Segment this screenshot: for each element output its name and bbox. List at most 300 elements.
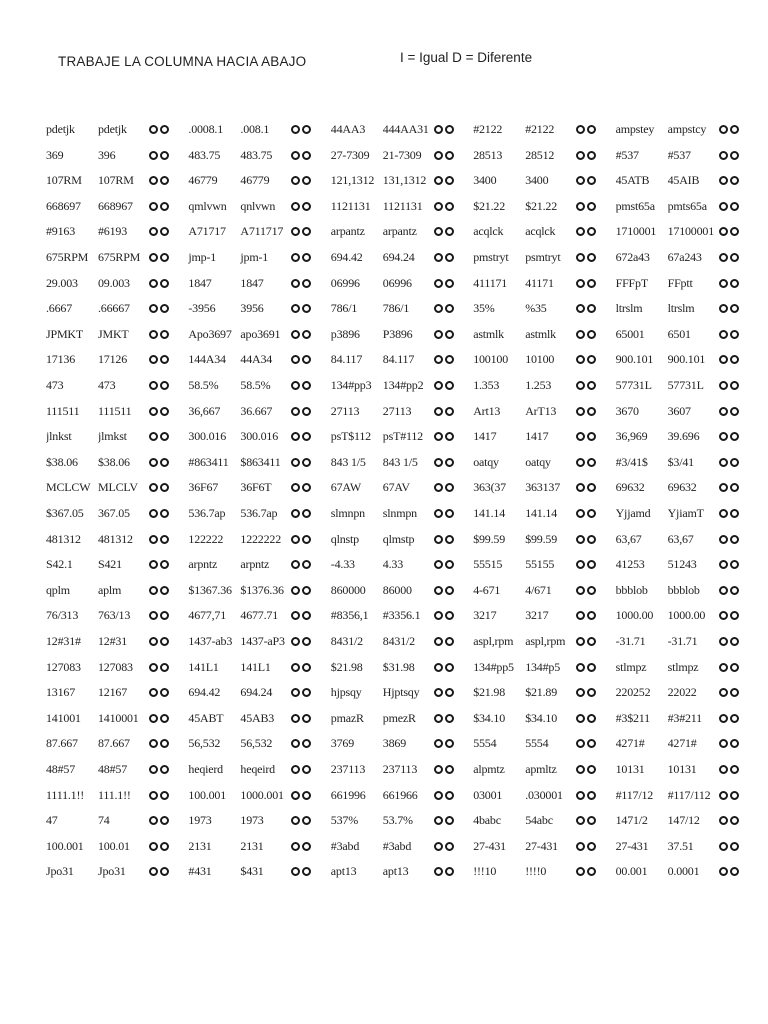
igual-bubble[interactable] xyxy=(719,765,728,774)
diferente-bubble[interactable] xyxy=(730,407,739,416)
diferente-bubble[interactable] xyxy=(730,509,739,518)
diferente-bubble[interactable] xyxy=(445,714,454,723)
igual-bubble[interactable] xyxy=(576,714,585,723)
diferente-bubble[interactable] xyxy=(160,381,169,390)
diferente-bubble[interactable] xyxy=(302,816,311,825)
igual-bubble[interactable] xyxy=(149,151,158,160)
igual-bubble[interactable] xyxy=(291,458,300,467)
diferente-bubble[interactable] xyxy=(587,791,596,800)
igual-bubble[interactable] xyxy=(576,688,585,697)
igual-bubble[interactable] xyxy=(291,253,300,262)
igual-bubble[interactable] xyxy=(434,202,443,211)
igual-bubble[interactable] xyxy=(576,765,585,774)
diferente-bubble[interactable] xyxy=(587,202,596,211)
igual-bubble[interactable] xyxy=(149,842,158,851)
diferente-bubble[interactable] xyxy=(445,458,454,467)
diferente-bubble[interactable] xyxy=(160,227,169,236)
igual-bubble[interactable] xyxy=(149,791,158,800)
diferente-bubble[interactable] xyxy=(445,509,454,518)
igual-bubble[interactable] xyxy=(719,253,728,262)
diferente-bubble[interactable] xyxy=(160,330,169,339)
diferente-bubble[interactable] xyxy=(587,739,596,748)
diferente-bubble[interactable] xyxy=(587,407,596,416)
diferente-bubble[interactable] xyxy=(730,458,739,467)
diferente-bubble[interactable] xyxy=(730,176,739,185)
diferente-bubble[interactable] xyxy=(445,867,454,876)
igual-bubble[interactable] xyxy=(291,202,300,211)
igual-bubble[interactable] xyxy=(291,227,300,236)
diferente-bubble[interactable] xyxy=(587,253,596,262)
diferente-bubble[interactable] xyxy=(302,842,311,851)
diferente-bubble[interactable] xyxy=(160,253,169,262)
diferente-bubble[interactable] xyxy=(302,407,311,416)
diferente-bubble[interactable] xyxy=(302,586,311,595)
diferente-bubble[interactable] xyxy=(587,483,596,492)
igual-bubble[interactable] xyxy=(149,483,158,492)
diferente-bubble[interactable] xyxy=(445,791,454,800)
igual-bubble[interactable] xyxy=(149,330,158,339)
igual-bubble[interactable] xyxy=(434,304,443,313)
igual-bubble[interactable] xyxy=(434,407,443,416)
igual-bubble[interactable] xyxy=(149,381,158,390)
diferente-bubble[interactable] xyxy=(160,355,169,364)
igual-bubble[interactable] xyxy=(149,509,158,518)
igual-bubble[interactable] xyxy=(576,586,585,595)
igual-bubble[interactable] xyxy=(149,202,158,211)
diferente-bubble[interactable] xyxy=(302,739,311,748)
igual-bubble[interactable] xyxy=(719,509,728,518)
igual-bubble[interactable] xyxy=(434,816,443,825)
igual-bubble[interactable] xyxy=(576,227,585,236)
diferente-bubble[interactable] xyxy=(160,663,169,672)
diferente-bubble[interactable] xyxy=(160,304,169,313)
igual-bubble[interactable] xyxy=(719,227,728,236)
diferente-bubble[interactable] xyxy=(445,330,454,339)
diferente-bubble[interactable] xyxy=(730,125,739,134)
diferente-bubble[interactable] xyxy=(445,304,454,313)
diferente-bubble[interactable] xyxy=(302,791,311,800)
igual-bubble[interactable] xyxy=(291,765,300,774)
diferente-bubble[interactable] xyxy=(160,586,169,595)
diferente-bubble[interactable] xyxy=(587,151,596,160)
igual-bubble[interactable] xyxy=(719,535,728,544)
igual-bubble[interactable] xyxy=(576,151,585,160)
diferente-bubble[interactable] xyxy=(587,586,596,595)
diferente-bubble[interactable] xyxy=(730,663,739,672)
igual-bubble[interactable] xyxy=(291,151,300,160)
diferente-bubble[interactable] xyxy=(445,176,454,185)
igual-bubble[interactable] xyxy=(576,202,585,211)
igual-bubble[interactable] xyxy=(576,330,585,339)
igual-bubble[interactable] xyxy=(719,432,728,441)
igual-bubble[interactable] xyxy=(434,586,443,595)
igual-bubble[interactable] xyxy=(434,765,443,774)
diferente-bubble[interactable] xyxy=(730,227,739,236)
igual-bubble[interactable] xyxy=(719,176,728,185)
diferente-bubble[interactable] xyxy=(587,842,596,851)
igual-bubble[interactable] xyxy=(576,791,585,800)
diferente-bubble[interactable] xyxy=(160,176,169,185)
igual-bubble[interactable] xyxy=(434,125,443,134)
igual-bubble[interactable] xyxy=(149,535,158,544)
igual-bubble[interactable] xyxy=(576,739,585,748)
igual-bubble[interactable] xyxy=(719,816,728,825)
igual-bubble[interactable] xyxy=(434,842,443,851)
diferente-bubble[interactable] xyxy=(730,765,739,774)
igual-bubble[interactable] xyxy=(149,407,158,416)
diferente-bubble[interactable] xyxy=(445,816,454,825)
igual-bubble[interactable] xyxy=(576,279,585,288)
igual-bubble[interactable] xyxy=(576,483,585,492)
igual-bubble[interactable] xyxy=(434,279,443,288)
igual-bubble[interactable] xyxy=(149,586,158,595)
igual-bubble[interactable] xyxy=(291,483,300,492)
diferente-bubble[interactable] xyxy=(302,151,311,160)
igual-bubble[interactable] xyxy=(576,509,585,518)
diferente-bubble[interactable] xyxy=(730,637,739,646)
diferente-bubble[interactable] xyxy=(160,791,169,800)
diferente-bubble[interactable] xyxy=(587,227,596,236)
diferente-bubble[interactable] xyxy=(445,765,454,774)
diferente-bubble[interactable] xyxy=(160,458,169,467)
igual-bubble[interactable] xyxy=(149,663,158,672)
igual-bubble[interactable] xyxy=(291,688,300,697)
diferente-bubble[interactable] xyxy=(587,330,596,339)
diferente-bubble[interactable] xyxy=(445,663,454,672)
diferente-bubble[interactable] xyxy=(302,509,311,518)
diferente-bubble[interactable] xyxy=(445,432,454,441)
igual-bubble[interactable] xyxy=(719,739,728,748)
igual-bubble[interactable] xyxy=(434,663,443,672)
diferente-bubble[interactable] xyxy=(587,637,596,646)
igual-bubble[interactable] xyxy=(576,253,585,262)
diferente-bubble[interactable] xyxy=(160,279,169,288)
diferente-bubble[interactable] xyxy=(587,279,596,288)
igual-bubble[interactable] xyxy=(434,791,443,800)
igual-bubble[interactable] xyxy=(434,330,443,339)
diferente-bubble[interactable] xyxy=(302,304,311,313)
igual-bubble[interactable] xyxy=(719,560,728,569)
igual-bubble[interactable] xyxy=(291,842,300,851)
diferente-bubble[interactable] xyxy=(730,330,739,339)
diferente-bubble[interactable] xyxy=(445,125,454,134)
igual-bubble[interactable] xyxy=(291,279,300,288)
diferente-bubble[interactable] xyxy=(445,202,454,211)
igual-bubble[interactable] xyxy=(576,355,585,364)
igual-bubble[interactable] xyxy=(149,458,158,467)
igual-bubble[interactable] xyxy=(576,432,585,441)
igual-bubble[interactable] xyxy=(291,125,300,134)
igual-bubble[interactable] xyxy=(434,355,443,364)
diferente-bubble[interactable] xyxy=(730,151,739,160)
igual-bubble[interactable] xyxy=(434,381,443,390)
diferente-bubble[interactable] xyxy=(730,739,739,748)
igual-bubble[interactable] xyxy=(434,739,443,748)
igual-bubble[interactable] xyxy=(434,637,443,646)
igual-bubble[interactable] xyxy=(719,867,728,876)
igual-bubble[interactable] xyxy=(291,816,300,825)
diferente-bubble[interactable] xyxy=(445,842,454,851)
igual-bubble[interactable] xyxy=(291,560,300,569)
diferente-bubble[interactable] xyxy=(160,611,169,620)
igual-bubble[interactable] xyxy=(434,688,443,697)
diferente-bubble[interactable] xyxy=(302,637,311,646)
diferente-bubble[interactable] xyxy=(587,663,596,672)
diferente-bubble[interactable] xyxy=(302,253,311,262)
igual-bubble[interactable] xyxy=(149,765,158,774)
igual-bubble[interactable] xyxy=(719,586,728,595)
diferente-bubble[interactable] xyxy=(302,381,311,390)
igual-bubble[interactable] xyxy=(434,458,443,467)
diferente-bubble[interactable] xyxy=(587,765,596,774)
igual-bubble[interactable] xyxy=(149,714,158,723)
igual-bubble[interactable] xyxy=(719,355,728,364)
diferente-bubble[interactable] xyxy=(730,611,739,620)
igual-bubble[interactable] xyxy=(291,304,300,313)
diferente-bubble[interactable] xyxy=(587,355,596,364)
diferente-bubble[interactable] xyxy=(730,381,739,390)
diferente-bubble[interactable] xyxy=(445,739,454,748)
diferente-bubble[interactable] xyxy=(587,125,596,134)
igual-bubble[interactable] xyxy=(719,842,728,851)
igual-bubble[interactable] xyxy=(149,304,158,313)
igual-bubble[interactable] xyxy=(719,688,728,697)
igual-bubble[interactable] xyxy=(434,509,443,518)
diferente-bubble[interactable] xyxy=(445,637,454,646)
igual-bubble[interactable] xyxy=(291,586,300,595)
igual-bubble[interactable] xyxy=(434,535,443,544)
diferente-bubble[interactable] xyxy=(730,483,739,492)
diferente-bubble[interactable] xyxy=(445,381,454,390)
diferente-bubble[interactable] xyxy=(160,202,169,211)
diferente-bubble[interactable] xyxy=(730,842,739,851)
diferente-bubble[interactable] xyxy=(302,611,311,620)
igual-bubble[interactable] xyxy=(576,663,585,672)
igual-bubble[interactable] xyxy=(719,637,728,646)
igual-bubble[interactable] xyxy=(434,714,443,723)
igual-bubble[interactable] xyxy=(576,560,585,569)
igual-bubble[interactable] xyxy=(291,663,300,672)
diferente-bubble[interactable] xyxy=(587,458,596,467)
diferente-bubble[interactable] xyxy=(445,535,454,544)
igual-bubble[interactable] xyxy=(719,202,728,211)
diferente-bubble[interactable] xyxy=(445,407,454,416)
diferente-bubble[interactable] xyxy=(302,176,311,185)
diferente-bubble[interactable] xyxy=(730,560,739,569)
igual-bubble[interactable] xyxy=(576,637,585,646)
diferente-bubble[interactable] xyxy=(587,304,596,313)
diferente-bubble[interactable] xyxy=(730,867,739,876)
diferente-bubble[interactable] xyxy=(587,688,596,697)
diferente-bubble[interactable] xyxy=(730,535,739,544)
diferente-bubble[interactable] xyxy=(302,663,311,672)
igual-bubble[interactable] xyxy=(576,842,585,851)
diferente-bubble[interactable] xyxy=(730,202,739,211)
igual-bubble[interactable] xyxy=(434,253,443,262)
diferente-bubble[interactable] xyxy=(302,330,311,339)
diferente-bubble[interactable] xyxy=(445,253,454,262)
diferente-bubble[interactable] xyxy=(587,509,596,518)
diferente-bubble[interactable] xyxy=(587,714,596,723)
diferente-bubble[interactable] xyxy=(730,714,739,723)
diferente-bubble[interactable] xyxy=(445,227,454,236)
igual-bubble[interactable] xyxy=(291,355,300,364)
diferente-bubble[interactable] xyxy=(302,560,311,569)
igual-bubble[interactable] xyxy=(576,176,585,185)
igual-bubble[interactable] xyxy=(291,535,300,544)
diferente-bubble[interactable] xyxy=(160,151,169,160)
diferente-bubble[interactable] xyxy=(160,842,169,851)
igual-bubble[interactable] xyxy=(434,432,443,441)
igual-bubble[interactable] xyxy=(291,791,300,800)
igual-bubble[interactable] xyxy=(291,739,300,748)
igual-bubble[interactable] xyxy=(576,458,585,467)
igual-bubble[interactable] xyxy=(291,330,300,339)
igual-bubble[interactable] xyxy=(149,125,158,134)
diferente-bubble[interactable] xyxy=(160,637,169,646)
diferente-bubble[interactable] xyxy=(587,611,596,620)
diferente-bubble[interactable] xyxy=(160,816,169,825)
diferente-bubble[interactable] xyxy=(302,458,311,467)
diferente-bubble[interactable] xyxy=(730,586,739,595)
igual-bubble[interactable] xyxy=(149,560,158,569)
igual-bubble[interactable] xyxy=(149,688,158,697)
diferente-bubble[interactable] xyxy=(160,483,169,492)
igual-bubble[interactable] xyxy=(576,407,585,416)
diferente-bubble[interactable] xyxy=(160,688,169,697)
diferente-bubble[interactable] xyxy=(302,279,311,288)
igual-bubble[interactable] xyxy=(719,483,728,492)
igual-bubble[interactable] xyxy=(576,867,585,876)
igual-bubble[interactable] xyxy=(719,330,728,339)
diferente-bubble[interactable] xyxy=(302,535,311,544)
diferente-bubble[interactable] xyxy=(445,611,454,620)
igual-bubble[interactable] xyxy=(291,867,300,876)
diferente-bubble[interactable] xyxy=(445,151,454,160)
igual-bubble[interactable] xyxy=(149,227,158,236)
igual-bubble[interactable] xyxy=(719,714,728,723)
igual-bubble[interactable] xyxy=(149,355,158,364)
diferente-bubble[interactable] xyxy=(160,535,169,544)
diferente-bubble[interactable] xyxy=(302,202,311,211)
igual-bubble[interactable] xyxy=(576,381,585,390)
igual-bubble[interactable] xyxy=(149,176,158,185)
igual-bubble[interactable] xyxy=(576,125,585,134)
igual-bubble[interactable] xyxy=(149,637,158,646)
igual-bubble[interactable] xyxy=(719,791,728,800)
igual-bubble[interactable] xyxy=(291,381,300,390)
igual-bubble[interactable] xyxy=(719,663,728,672)
igual-bubble[interactable] xyxy=(576,304,585,313)
diferente-bubble[interactable] xyxy=(445,586,454,595)
igual-bubble[interactable] xyxy=(434,483,443,492)
diferente-bubble[interactable] xyxy=(160,560,169,569)
diferente-bubble[interactable] xyxy=(730,355,739,364)
diferente-bubble[interactable] xyxy=(445,279,454,288)
igual-bubble[interactable] xyxy=(719,151,728,160)
igual-bubble[interactable] xyxy=(291,714,300,723)
igual-bubble[interactable] xyxy=(291,509,300,518)
igual-bubble[interactable] xyxy=(291,407,300,416)
diferente-bubble[interactable] xyxy=(160,125,169,134)
igual-bubble[interactable] xyxy=(719,407,728,416)
igual-bubble[interactable] xyxy=(291,176,300,185)
igual-bubble[interactable] xyxy=(434,151,443,160)
igual-bubble[interactable] xyxy=(149,432,158,441)
igual-bubble[interactable] xyxy=(719,611,728,620)
diferente-bubble[interactable] xyxy=(587,176,596,185)
igual-bubble[interactable] xyxy=(719,304,728,313)
igual-bubble[interactable] xyxy=(149,816,158,825)
igual-bubble[interactable] xyxy=(434,176,443,185)
igual-bubble[interactable] xyxy=(719,279,728,288)
diferente-bubble[interactable] xyxy=(302,125,311,134)
igual-bubble[interactable] xyxy=(149,867,158,876)
igual-bubble[interactable] xyxy=(434,867,443,876)
diferente-bubble[interactable] xyxy=(302,765,311,774)
igual-bubble[interactable] xyxy=(149,253,158,262)
diferente-bubble[interactable] xyxy=(587,432,596,441)
diferente-bubble[interactable] xyxy=(160,867,169,876)
igual-bubble[interactable] xyxy=(149,611,158,620)
diferente-bubble[interactable] xyxy=(302,867,311,876)
diferente-bubble[interactable] xyxy=(730,432,739,441)
igual-bubble[interactable] xyxy=(576,816,585,825)
igual-bubble[interactable] xyxy=(291,611,300,620)
diferente-bubble[interactable] xyxy=(587,867,596,876)
igual-bubble[interactable] xyxy=(291,637,300,646)
igual-bubble[interactable] xyxy=(149,279,158,288)
diferente-bubble[interactable] xyxy=(160,714,169,723)
igual-bubble[interactable] xyxy=(576,611,585,620)
diferente-bubble[interactable] xyxy=(730,304,739,313)
diferente-bubble[interactable] xyxy=(730,816,739,825)
igual-bubble[interactable] xyxy=(149,739,158,748)
igual-bubble[interactable] xyxy=(434,560,443,569)
igual-bubble[interactable] xyxy=(719,458,728,467)
diferente-bubble[interactable] xyxy=(587,816,596,825)
diferente-bubble[interactable] xyxy=(587,535,596,544)
diferente-bubble[interactable] xyxy=(302,483,311,492)
diferente-bubble[interactable] xyxy=(445,560,454,569)
diferente-bubble[interactable] xyxy=(302,227,311,236)
diferente-bubble[interactable] xyxy=(445,483,454,492)
igual-bubble[interactable] xyxy=(434,227,443,236)
diferente-bubble[interactable] xyxy=(160,407,169,416)
diferente-bubble[interactable] xyxy=(160,509,169,518)
diferente-bubble[interactable] xyxy=(445,688,454,697)
diferente-bubble[interactable] xyxy=(302,714,311,723)
igual-bubble[interactable] xyxy=(719,381,728,390)
igual-bubble[interactable] xyxy=(291,432,300,441)
diferente-bubble[interactable] xyxy=(730,279,739,288)
diferente-bubble[interactable] xyxy=(160,739,169,748)
diferente-bubble[interactable] xyxy=(445,355,454,364)
diferente-bubble[interactable] xyxy=(302,355,311,364)
igual-bubble[interactable] xyxy=(719,125,728,134)
diferente-bubble[interactable] xyxy=(302,688,311,697)
diferente-bubble[interactable] xyxy=(730,688,739,697)
diferente-bubble[interactable] xyxy=(730,253,739,262)
diferente-bubble[interactable] xyxy=(302,432,311,441)
diferente-bubble[interactable] xyxy=(587,560,596,569)
diferente-bubble[interactable] xyxy=(587,381,596,390)
diferente-bubble[interactable] xyxy=(730,791,739,800)
diferente-bubble[interactable] xyxy=(160,432,169,441)
igual-bubble[interactable] xyxy=(434,611,443,620)
diferente-bubble[interactable] xyxy=(160,765,169,774)
igual-bubble[interactable] xyxy=(576,535,585,544)
